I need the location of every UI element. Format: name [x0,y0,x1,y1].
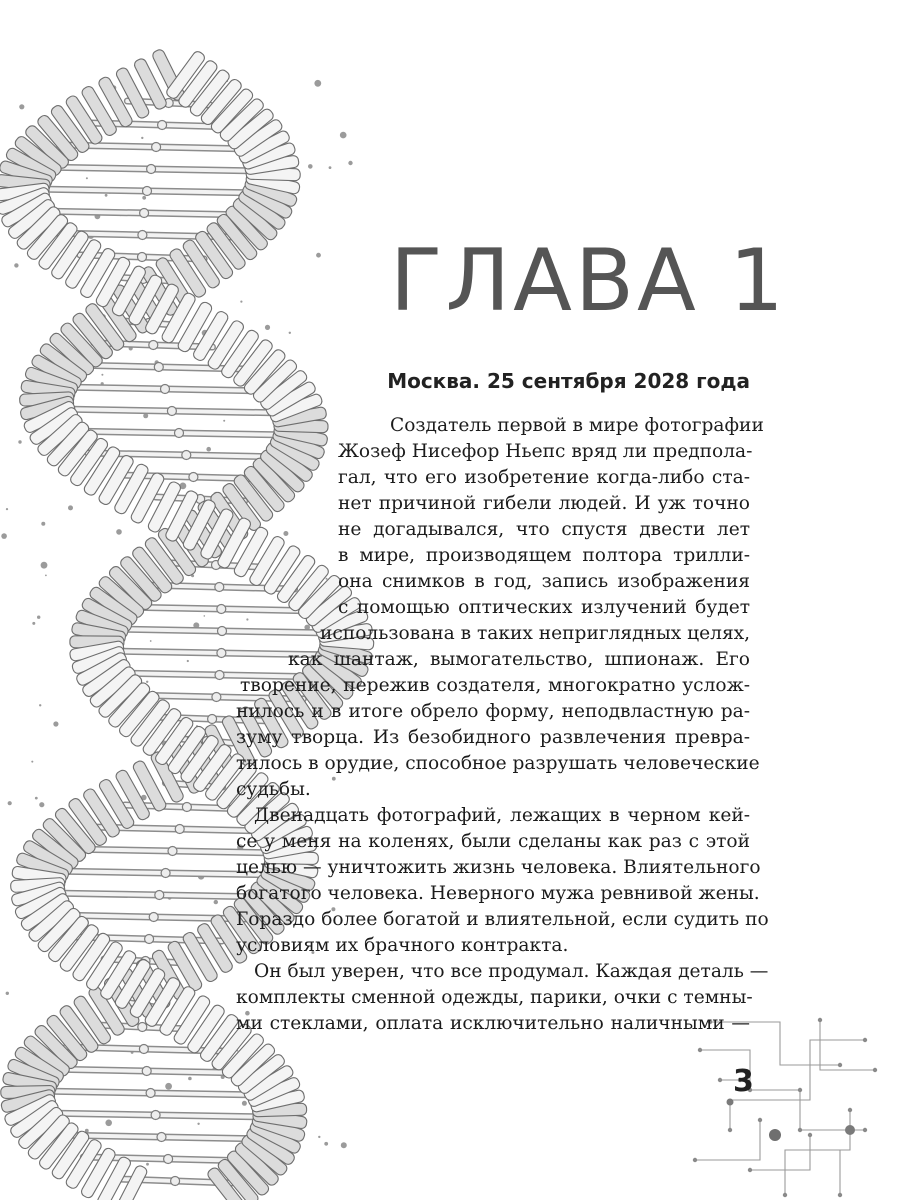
chapter-title: ГЛАВА 1 [390,231,787,331]
text-line: Гораздо более богатой и влиятельной, если судить по [236,909,769,930]
text-line: ми стеклами, оплата исключительно наличными — [236,1013,750,1034]
text-line: судьбы. [236,779,311,800]
text-line: использована в таких неприглядных целях, [320,623,751,644]
text-line: условиям их брачного контракта. [236,935,569,956]
text-line: она снимков в год, запись изображения [338,571,750,592]
text-line: целью — уничтожить жизнь человека. Влиятельного [236,857,761,878]
text-line: Он был уверен, что все продумал. Каждая деталь — [254,961,769,982]
text-line: гал, что его изобретение когда-либо ста- [338,467,750,488]
text-line: комплекты сменной одежды, парики, очки с темны- [236,987,753,1008]
text-line: зуму творца. Из безобидного развлечения превра- [236,727,750,748]
text-line: творение, пережив создателя, многократно услож- [240,675,750,696]
chapter-dateline: Москва. 25 сентября 2028 года [387,369,750,393]
text-line: как шантаж, вымогательство, шпионаж. Его [288,649,750,670]
text-line: в мире, производящем полтора трилли- [338,545,750,566]
text-line: нет причиной гибели людей. И уж точно [338,493,750,514]
circuit-traces [695,1020,875,1195]
text-line: Жозеф Нисефор Ньепс вряд ли предпола- [338,441,753,462]
text-line: с помощью оптических излучений будет [338,597,750,618]
circuit-board-illustration [690,1010,880,1200]
text-line: Двенадцать фотографий, лежащих в черном кей- [254,805,750,826]
text-line: нилось и в итоге обрело форму, неподвластную ра- [236,701,750,722]
page-number: 3 [733,1064,754,1099]
text-line: Создатель первой в мире фотографии [390,415,764,436]
text-line: се у меня на коленях, были сделаны как раз с этой [236,831,750,852]
text-line: тилось в орудие, способное разрушать человеческие [236,753,760,774]
text-line: богатого человека. Неверного мужа ревнивой жены. [236,883,760,904]
text-line: не догадывался, что спустя двести лет [338,519,750,540]
